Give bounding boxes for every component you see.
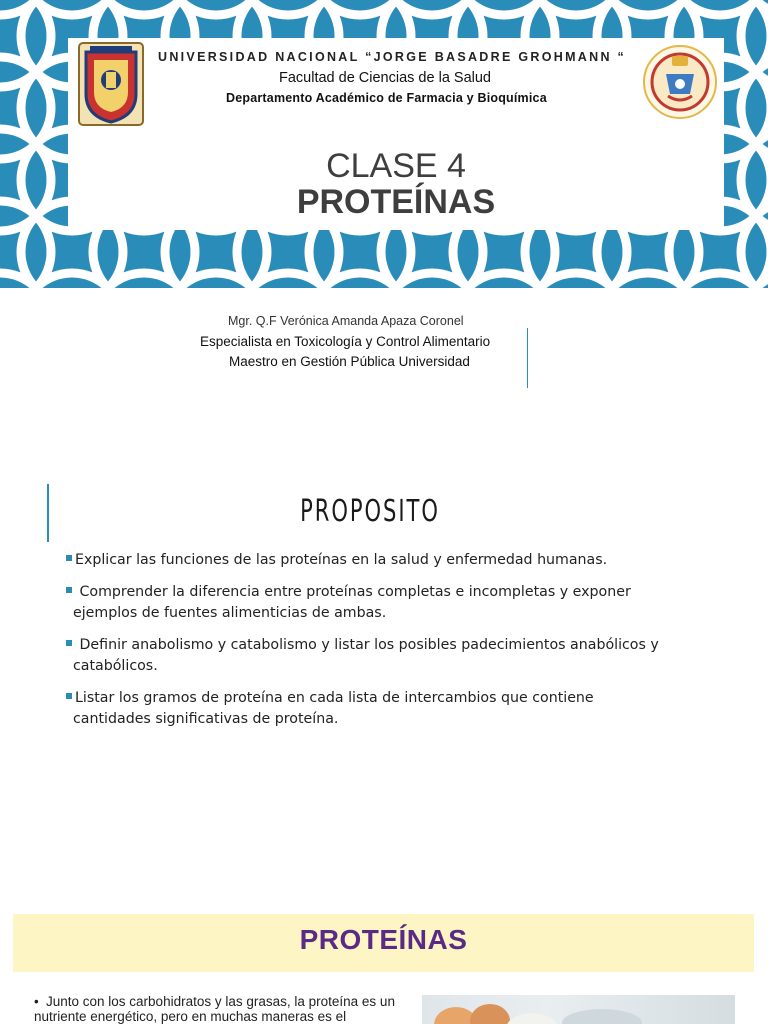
list-item: [66, 688, 666, 730]
list-item-text: Explicar las funciones de las proteínas en la salud y enfermedad humanas.: [75, 552, 608, 568]
pharmacy-school-seal: [642, 44, 718, 120]
eggs-photo-illustration: [422, 995, 735, 1024]
slide3-title-band: [13, 914, 754, 972]
square-bullet-icon: [66, 555, 72, 561]
slide3-paragraph-text: Junto con los carbohidratos y las grasas, la proteína es un nutriente energético, pero en muchas maneras es el: [34, 994, 395, 1024]
title-card: [68, 38, 724, 230]
list-item-text: Definir anabolismo y catabolismo y listar los posibles padecimientos anabólicos y catabólicos.: [73, 637, 659, 674]
author-divider: [527, 328, 528, 388]
square-bullet-icon: [66, 693, 72, 699]
accent-divider: [47, 484, 49, 542]
lesson-title: PROTEÍNAS: [296, 183, 496, 221]
author-name: Mgr. Q.F Verónica Amanda Apaza Coronel: [228, 314, 464, 328]
purpose-list: [66, 550, 666, 741]
author-degree: Maestro en Gestión Pública Universidad: [229, 354, 470, 369]
author-specialty: Especialista en Toxicología y Control Alimentario: [200, 334, 491, 349]
slide3-title: PROTEÍNAS: [299, 924, 468, 955]
list-item-text: Listar los gramos de proteína en cada lista de intercambios que contiene cantidades significativas de proteína.: [73, 690, 594, 727]
lesson-number: CLASE 4: [326, 147, 466, 185]
list-item: [66, 582, 666, 624]
faculty-name: Facultad de Ciencias de la Salud: [279, 70, 491, 86]
title-slide-banner: [0, 0, 768, 288]
list-item: [66, 635, 666, 677]
bullet-icon: •: [34, 994, 39, 1009]
food-photo: [422, 995, 735, 1024]
purpose-heading: PROPOSITO: [300, 494, 440, 529]
university-name: UNIVERSIDAD NACIONAL “JORGE BASADRE GROHMANN “: [158, 50, 627, 64]
department-name: Departamento Académico de Farmacia y Bioquímica: [226, 91, 547, 105]
list-item: [66, 550, 666, 571]
university-crest-logo: [78, 42, 144, 126]
square-bullet-icon: [66, 640, 72, 646]
square-bullet-icon: [66, 587, 72, 593]
list-item-text: Comprender la diferencia entre proteínas completas e incompletas y exponer ejemplos de fuentes alimenticias de ambas.: [73, 584, 631, 621]
slide3-paragraph: [34, 994, 414, 1024]
